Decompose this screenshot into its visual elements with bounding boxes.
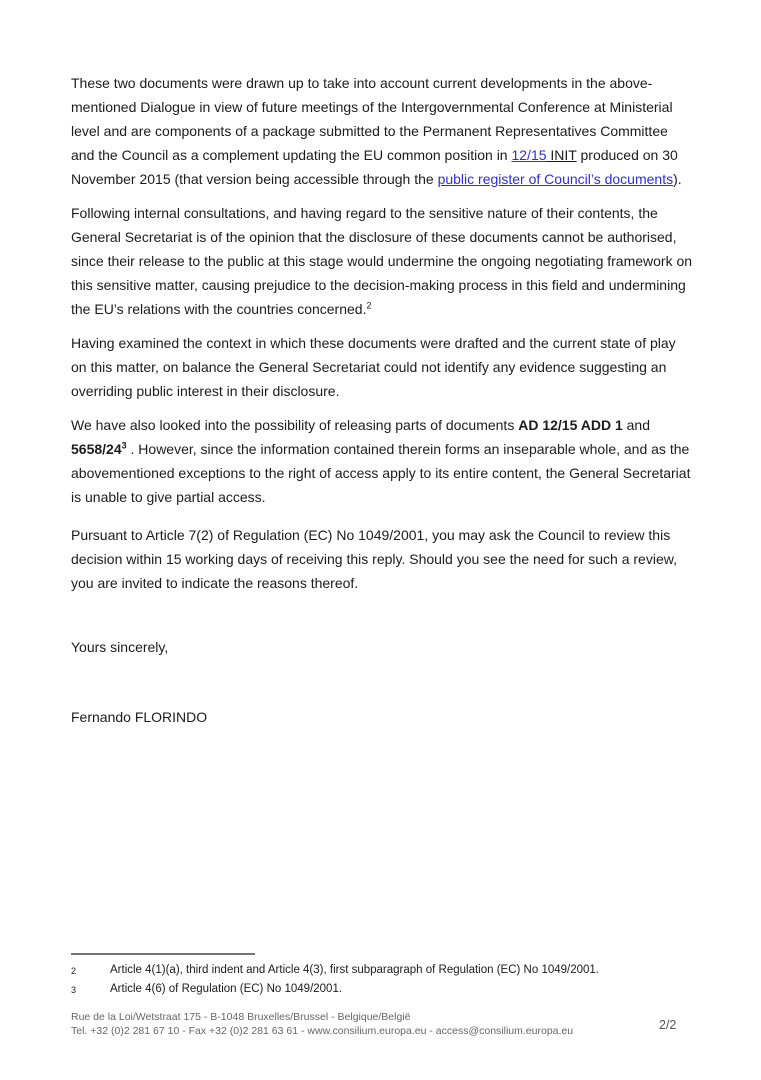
paragraph-4-text-post: . However, since the information contained therein forms an inseparable whole, and as the abovementioned exceptions to the right of access apply to its entire content, the General Secretariat is unable to give partial access. — [71, 441, 691, 505]
page-number: 2/2 — [659, 1018, 677, 1032]
document-ref-5658-24-number: 5658/24 — [71, 441, 122, 457]
link-public-register[interactable]: public register of Council’s documents — [437, 171, 674, 187]
page-footer — [71, 1010, 631, 1038]
paragraph-4-text-pre: We have also looked into the possibility of releasing parts of documents — [71, 417, 519, 433]
footnote-ref-2: 2 — [366, 300, 372, 311]
footer-contact: Tel. +32 (0)2 281 67 10 - Fax +32 (0)2 281 63 61 - www.consilium.europa.eu - access@consilium.europa.eu — [71, 1025, 574, 1037]
paragraph-1 — [71, 71, 695, 191]
footnote-3-text: Article 4(6) of Regulation (EC) No 1049/2001. — [110, 983, 343, 995]
link-12-15-init[interactable] — [511, 147, 576, 163]
footnote-area — [71, 953, 695, 999]
paragraph-3 — [71, 331, 695, 403]
paragraph-4-text-mid: and — [622, 417, 650, 433]
paragraph-1-text-post: ). — [673, 171, 682, 187]
document-ref-ad-12-15-add-1: AD 12/15 ADD 1 — [518, 417, 623, 433]
paragraph-1-text-pre: These two documents were drawn up to take into account current developments in the above-mentioned Dialogue in view of future meetings of the Intergovernmental Conference at Ministerial level and are components of a package submitted to the Permanent Representatives Committee and the Council as a complement updating the EU common position in — [71, 75, 673, 163]
paragraph-2 — [71, 201, 695, 321]
footnote-3-marker: 3 — [71, 985, 77, 995]
footnote-2 — [71, 961, 695, 980]
footer-address: Rue de la Loi/Wetstraat 175 - B-1048 Bruxelles/Brussel - Belgique/België — [71, 1011, 411, 1023]
paragraph-2-text: Following internal consultations, and having regard to the sensitive nature of their contents, the General Secretariat is of the opinion that the disclosure of these documents cannot be authorised, since their release to the public at this stage would undermine the ongoing negotiating framework on this sensitive matter, causing prejudice to the decision-making process in this field and undermining the EU’s relations with the countries concerned. — [71, 205, 693, 317]
footnote-2-marker: 2 — [71, 966, 77, 976]
closing-line: Yours sincerely, — [71, 639, 169, 655]
link-12-15-init-number[interactable]: 12/15 — [511, 147, 547, 163]
footnote-2-text: Article 4(1)(a), third indent and Article 4(3), first subparagraph of Regulation (EC) No 1049/2001. — [110, 964, 600, 976]
footnote-ref-3: 3 — [121, 440, 127, 451]
paragraph-3-text: Having examined the context in which these documents were drafted and the current state of play on this matter, on balance the General Secretariat could not identify any evidence suggesting an overriding public interest in their disclosure. — [71, 335, 676, 399]
paragraph-1-text-mid: produced on 30 November 2015 (that version being accessible through the — [71, 147, 678, 187]
footnote-separator — [71, 953, 255, 955]
paragraph-5 — [71, 523, 695, 595]
paragraph-5-text: Pursuant to Article 7(2) of Regulation (EC) No 1049/2001, you may ask the Council to review this decision within 15 working days of receiving this reply. Should you see the need for such a review, you are invited to indicate the reasons thereof. — [71, 527, 677, 591]
document-ref-5658-24 — [71, 441, 127, 457]
footnote-3 — [71, 980, 695, 999]
link-12-15-init-suffix[interactable]: INIT — [546, 147, 577, 163]
letter-body — [71, 71, 695, 729]
paragraph-4 — [71, 413, 695, 509]
signature-name: Fernando FLORINDO — [71, 709, 208, 725]
